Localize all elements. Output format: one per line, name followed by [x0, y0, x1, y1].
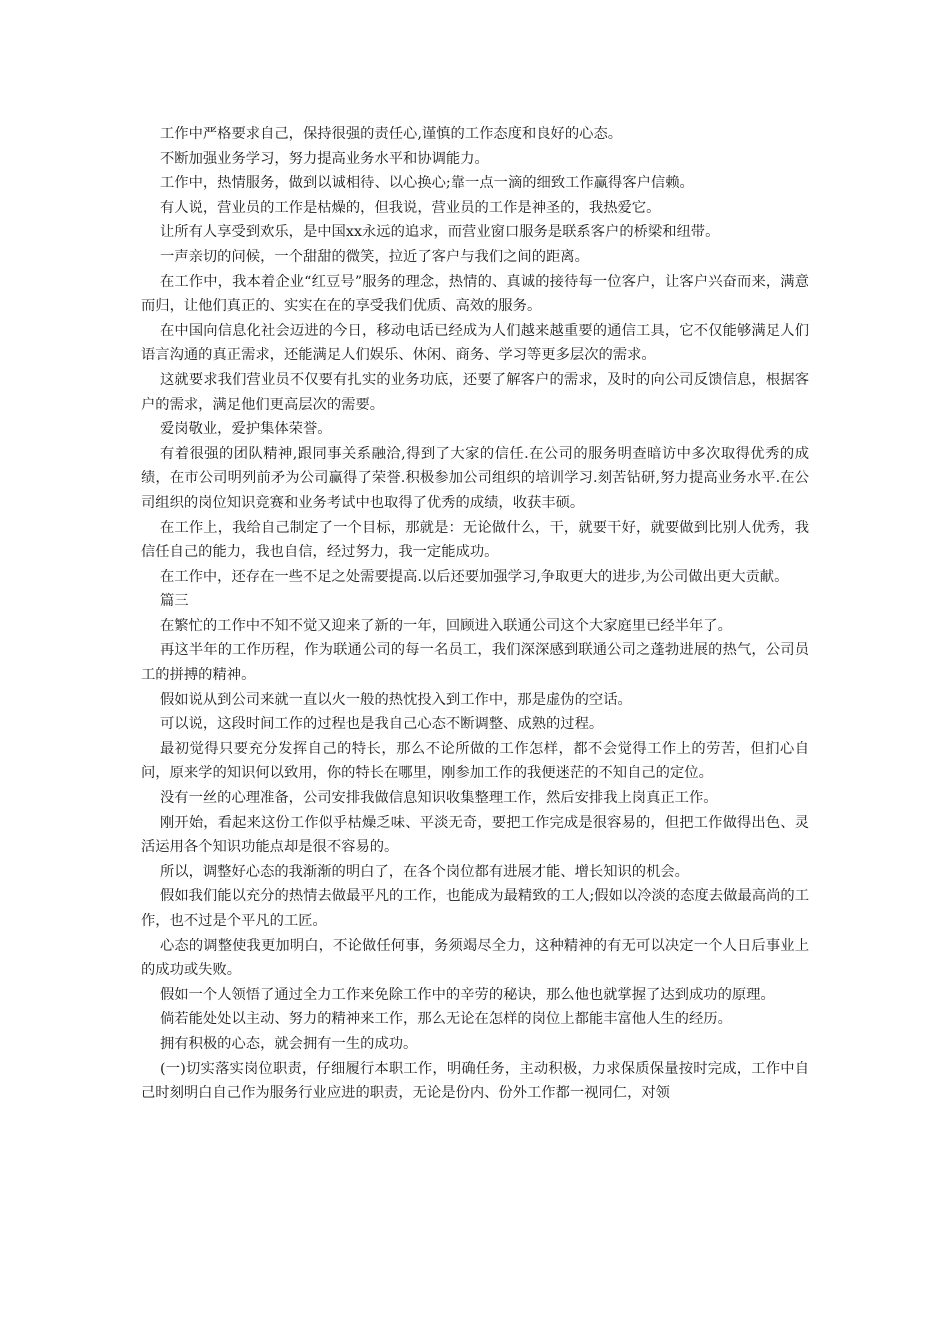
paragraph: 让所有人享受到欢乐，是中国xx永远的追求，而营业窗口服务是联系客户的桥梁和纽带。: [160, 224, 720, 241]
paragraph: 在工作中，我本着企业“红豆号”服务的理念，热情的、真诚的接待每一位客户，让客户兴奋而来，满意而归，让他们真正的、实实在在的享受我们优质、高效的服务。: [141, 273, 809, 315]
paragraph: 一声亲切的问候，一个甜甜的微笑，拉近了客户与我们之间的距离。: [160, 248, 589, 265]
section-heading: 篇三: [160, 593, 189, 610]
paragraph: 在工作上，我给自己制定了一个目标，那就是：无论做什么，干，就要干好，就要做到比别人优秀，我信任自己的能力，我也自信，经过努力，我一定能成功。: [141, 519, 809, 561]
paragraph: (一)切实落实岗位职责，仔细履行本职工作，明确任务，主动积极，力求保质保量按时完成，工作中自己时刻明白自己作为服务行业应进的职责，无论是份内、份外工作都一视同仁，对领: [141, 1060, 809, 1102]
paragraph: 在中国向信息化社会迈进的今日，移动电话已经成为人们越来越重要的通信工具，它不仅能够满足人们语言沟通的真正需求，还能满足人们娱乐、休闲、商务、学习等更多层次的需求。: [141, 322, 809, 364]
paragraph: 再这半年的工作历程，作为联通公司的每一名员工，我们深深感到联通公司之蓬勃进展的热气，公司员工的拼搏的精神。: [141, 642, 809, 684]
paragraph: 假如我们能以充分的热情去做最平凡的工作，也能成为最精致的工人;假如以冷淡的态度去做最高尚的工作，也不过是个平凡的工匠。: [141, 888, 809, 929]
paragraph: 所以，调整好心态的我渐渐的明白了，在各个岗位都有进展才能、增长知识的机会。: [160, 863, 689, 880]
paragraph: 没有一丝的心理准备，公司安排我做信息知识收集整理工作，然后安排我上岗真正工作。: [160, 790, 718, 807]
paragraph: 爱岗敬业，爱护集体荣誉。: [160, 421, 332, 438]
paragraph: 假如一个人领悟了通过全力工作来免除工作中的辛劳的秘诀，那么他也就掌握了达到成功的原理。: [160, 986, 775, 1003]
paragraph: 假如说从到公司来就一直以火一般的热忱投入到工作中，那是虚伪的空话。: [160, 691, 632, 708]
paragraph: 工作中严格要求自己，保持很强的责任心,谨慎的工作态度和良好的心态。: [160, 126, 623, 142]
paragraph: 心态的调整使我更加明白，不论做任何事，务须竭尽全力，这种精神的有无可以决定一个人日后事业上的成功或失败。: [141, 937, 809, 979]
paragraph: 有着很强的团队精神,跟同事关系融洽,得到了大家的信任.在公司的服务明查暗访中多次取得优秀的成绩，在市公司明列前矛为公司赢得了荣誉.积极参加公司组织的培训学习.刻苦钻研,努力提高业务水平.在公司组织的岗位知识竞赛和业务考试中也取得了优秀的成绩，收获丰硕。: [141, 445, 809, 511]
paragraph: 刚开始，看起来这份工作似乎枯燥乏味、平淡无奇，要把工作完成是很容易的，但把工作做得出色、灵活运用各个知识功能点却是很不容易的。: [141, 814, 809, 856]
document-body: [141, 122, 809, 1106]
paragraph: 有人说，营业员的工作是枯燥的，但我说，营业员的工作是神圣的，我热爱它。: [160, 199, 661, 216]
paragraph: 不断加强业务学习，努力提高业务水平和协调能力。: [160, 150, 489, 167]
paragraph: 在工作中，还存在一些不足之处需要提高.以后还要加强学习,争取更大的进步,为公司做出更大贡献。: [160, 568, 789, 585]
paragraph: 在繁忙的工作中不知不觉又迎来了新的一年，回顾进入联通公司这个大家庭里已经半年了。: [160, 617, 732, 634]
paragraph: 工作中，热情服务，做到以诚相待、以心换心;靠一点一滴的细致工作赢得客户信赖。: [160, 175, 694, 192]
paragraph: 拥有积极的心态，就会拥有一生的成功。: [160, 1035, 418, 1052]
paragraph: 可以说，这段时间工作的过程也是我自己心态不断调整、成熟的过程。: [160, 716, 604, 733]
paragraph: 倘若能处处以主动、努力的精神来工作，那么无论在怎样的岗位上都能丰富他人生的经历。: [160, 1011, 732, 1028]
paragraph: 这就要求我们营业员不仅要有扎实的业务功底，还要了解客户的需求，及时的向公司反馈信息，根据客户的需求，满足他们更高层次的需要。: [141, 371, 809, 413]
paragraph: 最初觉得只要充分发挥自己的特长，那么不论所做的工作怎样，都不会觉得工作上的劳苦，但扪心自问，原来学的知识何以致用，你的特长在哪里，刚参加工作的我便迷茫的不知自己的定位。: [141, 740, 809, 782]
